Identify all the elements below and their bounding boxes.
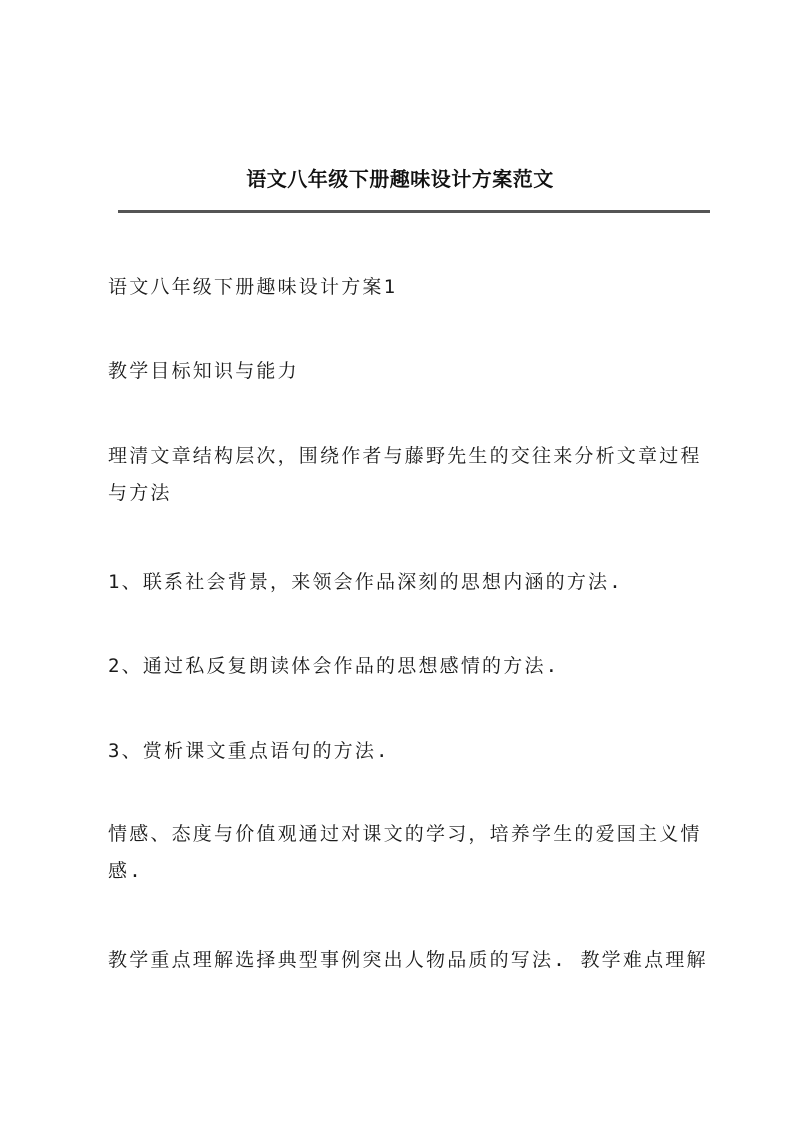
paragraph-structure: 理清文章结构层次，围绕作者与藤野先生的交往来分析文章过程与方法 [108, 445, 702, 504]
paragraph-method-3: 3、赏析课文重点语句的方法. [108, 740, 390, 762]
title-divider [118, 210, 710, 213]
paragraph-method-1: 1、联系社会背景，来领会作品深刻的思想内涵的方法. [108, 571, 623, 593]
document-title: 语文八年级下册趣味设计方案范文 [246, 167, 554, 191]
section-heading: 语文八年级下册趣味设计方案1 [108, 276, 398, 298]
paragraph-key-points: 教学重点理解选择典型事例突出人物品质的写法. 教学难点理解 [108, 949, 708, 971]
paragraph-objectives-heading: 教学目标知识与能力 [108, 360, 299, 382]
paragraph-method-2: 2、通过私反复朗读体会作品的思想感情的方法. [108, 655, 560, 677]
paragraph-emotion: 情感、态度与价值观通过对课文的学习，培养学生的爱国主义情感. [108, 823, 702, 882]
